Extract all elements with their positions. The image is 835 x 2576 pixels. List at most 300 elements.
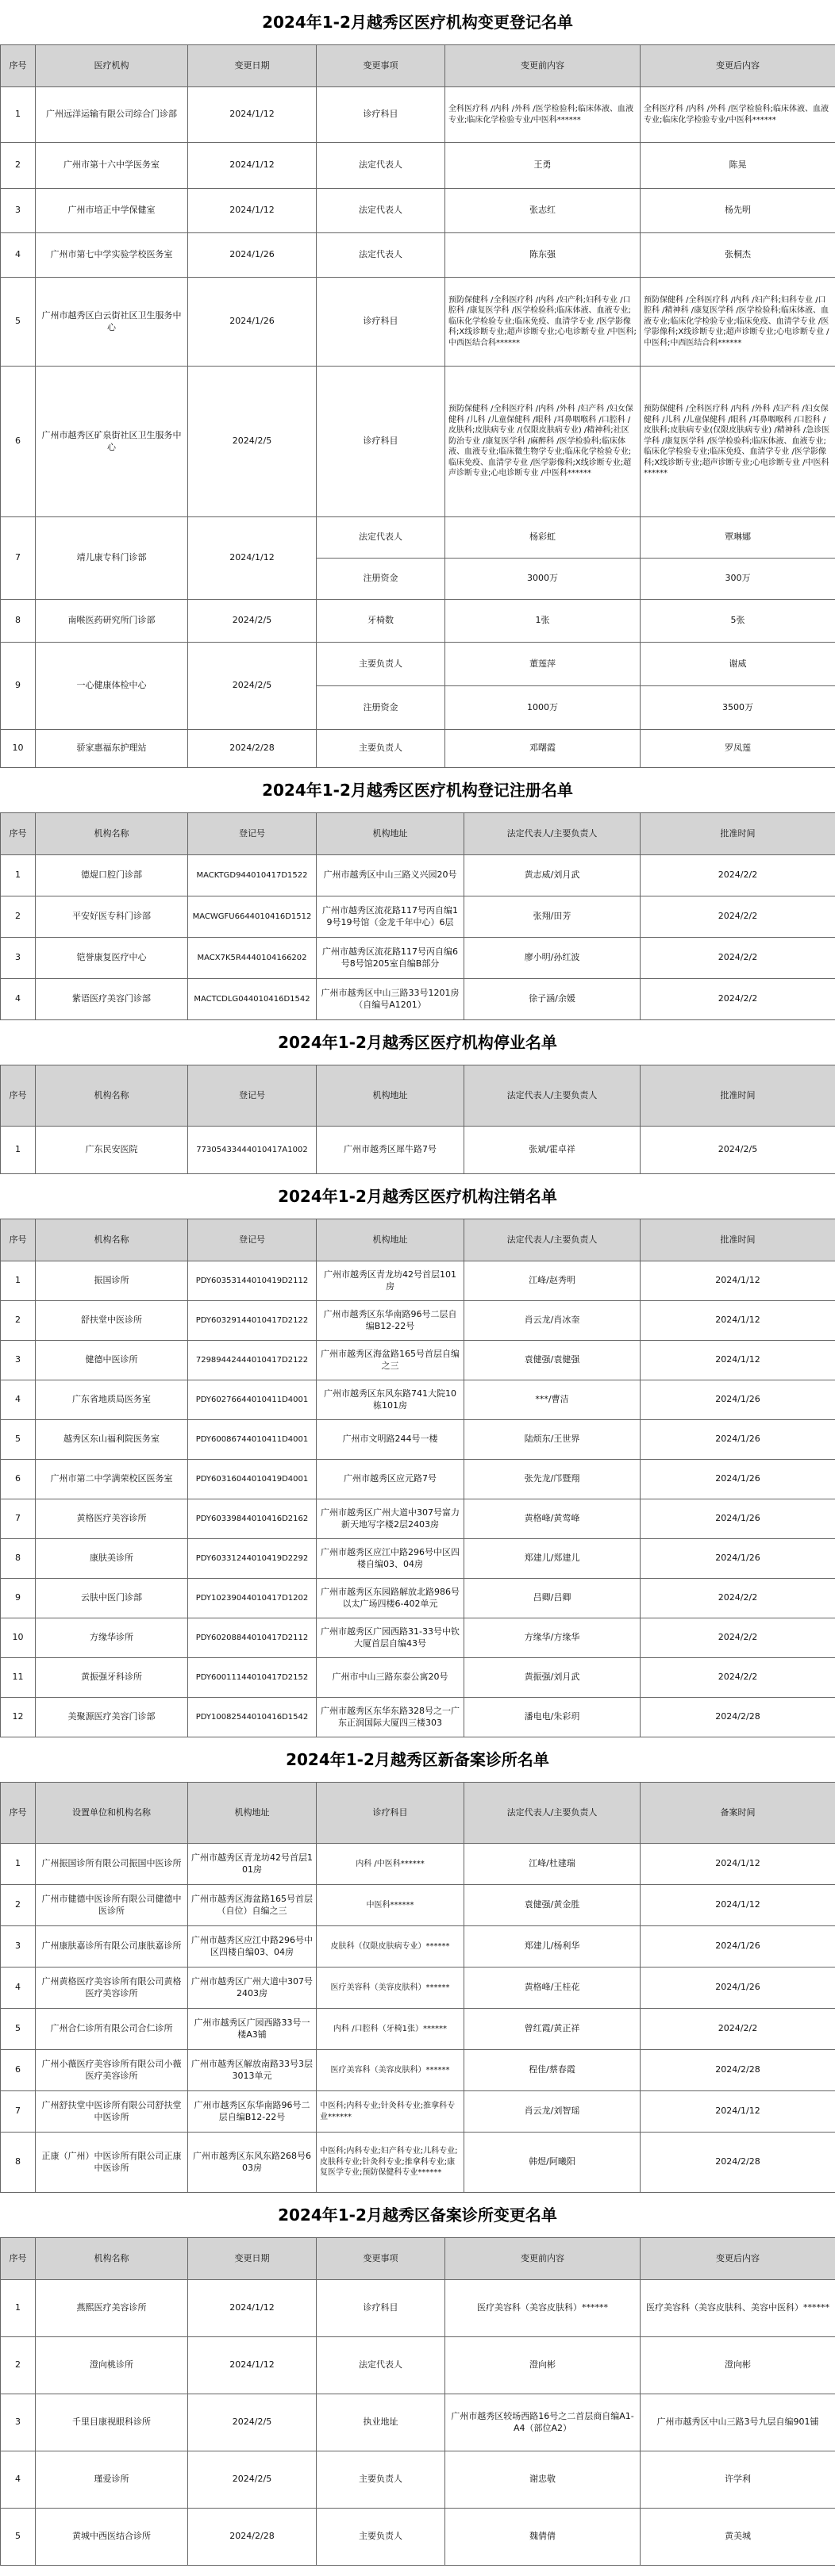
- change-item: 执业地址: [317, 2394, 445, 2451]
- column-header: 变更前内容: [445, 2238, 641, 2280]
- approval-time: 2024/1/26: [641, 1539, 835, 1579]
- change-date: 2024/1/12: [188, 517, 317, 600]
- org-name: 广州舒扶堂中医诊所有限公司舒扶堂中医诊所: [36, 2091, 188, 2133]
- record-time: 2024/1/26: [641, 1968, 835, 2009]
- approval-time: 2024/1/12: [641, 1261, 835, 1301]
- table-row: [1, 1968, 835, 2009]
- column-header: 批准时间: [641, 1219, 835, 1261]
- before-content: 陈东强: [445, 233, 641, 278]
- before-content: 魏倩倩: [445, 2509, 641, 2566]
- reg-number: PDY60208844010417D2112: [188, 1618, 317, 1658]
- column-header: 机构地址: [317, 1219, 464, 1261]
- change-date: 2024/2/5: [188, 643, 317, 730]
- org-name: 云肤中医门诊部: [36, 1579, 188, 1618]
- change-item: 法定代表人: [317, 143, 445, 189]
- legal-rep: 方缘华/方缘华: [464, 1618, 641, 1658]
- row-no: 5: [1, 1420, 36, 1460]
- approval-time: 2024/2/2: [641, 1658, 835, 1698]
- org-name: 方缘华诊所: [36, 1618, 188, 1658]
- column-header: 登记号: [188, 1219, 317, 1261]
- reg-number: MACX7K5R4440104166202: [188, 938, 317, 979]
- org-name: 广州小薇医疗美容诊所有限公司小薇医疗美容诊所: [36, 2050, 188, 2091]
- org-address: 广州市越秀区流花路117号丙自编19号19号馆（金龙千年中心）6层: [317, 896, 464, 938]
- row-no: 3: [1, 189, 36, 233]
- change-item: 主要负责人: [317, 643, 445, 686]
- change-item: 牙椅数: [317, 600, 445, 643]
- approval-time: 2024/2/5: [641, 1127, 835, 1174]
- column-header: 序号: [1, 1065, 36, 1127]
- change-date: 2024/2/5: [188, 2394, 317, 2451]
- section-title-cancel: 2024年1-2月越秀区医疗机构注销名单: [278, 1187, 557, 1206]
- reg-number: 72989442444010417D2122: [188, 1341, 317, 1380]
- before-content: 邓曙霞: [445, 730, 641, 768]
- reg-number: MACTCDLG044010416D1542: [188, 979, 317, 1020]
- org-name: 振国诊所: [36, 1261, 188, 1301]
- table-row: [1, 1341, 835, 1380]
- legal-rep: 袁健强/黄金胜: [464, 1885, 641, 1926]
- row-no: 7: [1, 1499, 36, 1539]
- record-time: 2024/2/2: [641, 2009, 835, 2050]
- change-date: 2024/1/26: [188, 233, 317, 278]
- row-no: 2: [1, 1301, 36, 1341]
- legal-rep: 郑建儿/杨利华: [464, 1926, 641, 1968]
- table-row: [1, 367, 835, 517]
- row-no: 6: [1, 367, 36, 517]
- reg-number: PDY60331244010419D2292: [188, 1539, 317, 1579]
- after-content: 广州市越秀区中山三路3号九层自编901铺: [641, 2394, 835, 2451]
- column-header: 序号: [1, 2238, 36, 2280]
- change-date: 2024/1/12: [188, 189, 317, 233]
- change-date: 2024/1/12: [188, 87, 317, 143]
- org-address: 广州市越秀区青龙坊42号首层101房: [188, 1844, 317, 1885]
- approval-time: 2024/1/12: [641, 1341, 835, 1380]
- clinic-change-table: [0, 2237, 835, 2566]
- org-address: 广州市越秀区东华南路96号二层自编B12-22号: [317, 1301, 464, 1341]
- org-name: 广州康肤嘉诊所有限公司康肤嘉诊所: [36, 1926, 188, 1968]
- table-row: [1, 1658, 835, 1698]
- record-time: 2024/1/12: [641, 2091, 835, 2133]
- legal-rep: ***/曹洁: [464, 1380, 641, 1420]
- scope: 内科 /口腔科（牙椅1张）******: [317, 2009, 464, 2050]
- section-title-clinic-change: 2024年1-2月越秀区备案诊所变更名单: [278, 2206, 557, 2225]
- legal-rep: 韩煜/阿曦阳: [464, 2133, 641, 2193]
- column-header: 变更事项: [317, 2238, 445, 2280]
- org-name: 黄振强牙科诊所: [36, 1658, 188, 1698]
- before-content: 杨彩虹: [445, 517, 641, 559]
- change-date: 2024/2/5: [188, 367, 317, 517]
- legal-rep: 江峰/赵秀明: [464, 1261, 641, 1301]
- legal-rep: 郑建儿/郑建儿: [464, 1539, 641, 1579]
- scope: 中医科;内科专业;针灸科专业;推拿科专业******: [317, 2091, 464, 2133]
- reg-number: PDY60276644010411D4001: [188, 1380, 317, 1420]
- legal-rep: 潘电电/朱彩玥: [464, 1698, 641, 1737]
- row-no: 4: [1, 1968, 36, 2009]
- table-row: [1, 2009, 835, 2050]
- row-no: 1: [1, 1127, 36, 1174]
- after-content: 医疗美容科（美容皮肤科、美容中医科）******: [641, 2280, 835, 2337]
- row-no: 8: [1, 1539, 36, 1579]
- row-no: 5: [1, 2009, 36, 2050]
- column-header: 变更日期: [188, 45, 317, 87]
- table-row: [1, 2280, 835, 2337]
- section-title-suspend: 2024年1-2月越秀区医疗机构停业名单: [278, 1033, 557, 1052]
- register-table: [0, 812, 835, 1020]
- org-address: 广州市越秀区中山三路33号1201房（自编号A1201）: [317, 979, 464, 1020]
- org-name: 广州黄格医疗美容诊所有限公司黄格医疗美容诊所: [36, 1968, 188, 2009]
- after-content: 预防保健科 /全科医疗科 /内科 /外科 /妇产科 /妇女保健科 /儿科 /儿童保健科 /眼科 /耳鼻咽喉科 /口腔科 /皮肤科;皮肤病专业(仅限皮肤病专业) /精神科 /急诊医学科 /康复医学科 /医学检验科;临床体液、血液专业;临床化学检验专业;临床免疫、血清学专业 /医学影像科;X线诊断专业;超声诊断专业;心电诊断专业 /中医科******: [641, 367, 835, 517]
- org-address: 广州市越秀区东华南路96号二层自编B12-22号: [188, 2091, 317, 2133]
- before-content: 医疗美容科（美容皮肤科）******: [445, 2280, 641, 2337]
- after-content: 谢威: [641, 643, 835, 686]
- table-row: [1, 233, 835, 278]
- section-title-change: 2024年1-2月越秀区医疗机构变更登记名单: [262, 13, 573, 32]
- column-header: 设置单位和机构名称: [36, 1783, 188, 1844]
- org-address: 广州市文明路244号一楼: [317, 1420, 464, 1460]
- column-header: 法定代表人/主要负责人: [464, 813, 641, 855]
- column-header: 机构名称: [36, 2238, 188, 2280]
- before-content: 张志红: [445, 189, 641, 233]
- legal-rep: 肖云龙/肖冰奎: [464, 1301, 641, 1341]
- row-no: 9: [1, 1579, 36, 1618]
- org-name: 紫语医疗美容门诊部: [36, 979, 188, 1020]
- org-name: 千里目康视眼科诊所: [36, 2394, 188, 2451]
- org-name: 越秀区东山福利院医务室: [36, 1420, 188, 1460]
- table-row: [1, 1261, 835, 1301]
- row-no: 2: [1, 2337, 36, 2394]
- org-address: 广州市中山三路东泰公寓20号: [317, 1658, 464, 1698]
- table-header: [1, 813, 835, 855]
- before-content: 3000万: [445, 559, 641, 600]
- column-header: 登记号: [188, 1065, 317, 1127]
- before-content: 广州市越秀区较场西路16号之二首层商自编A1-A4（部位A2）: [445, 2394, 641, 2451]
- before-content: 澄向彬: [445, 2337, 641, 2394]
- row-no: 1: [1, 87, 36, 143]
- row-no: 5: [1, 2509, 36, 2566]
- change-item: 注册资金: [317, 559, 445, 600]
- legal-rep: 肖云龙/刘智瑶: [464, 2091, 641, 2133]
- change-item: 诊疗科目: [317, 2280, 445, 2337]
- row-no: 3: [1, 1926, 36, 1968]
- legal-rep: 吕卿/吕卿: [464, 1579, 641, 1618]
- org-name: 广州市培正中学保健室: [36, 189, 188, 233]
- after-content: 黄美城: [641, 2509, 835, 2566]
- column-header: 医疗机构: [36, 45, 188, 87]
- table-row: [1, 189, 835, 233]
- org-address: 广州市越秀区流花路117号丙自编6号8号馆205室自编B部分: [317, 938, 464, 979]
- org-name: 一心健康体检中心: [36, 643, 188, 730]
- reg-number: MACWGFU6644010416D1512: [188, 896, 317, 938]
- org-name: 广州市第二中学满荣校区医务室: [36, 1460, 188, 1499]
- before-content: 谢忠敬: [445, 2451, 641, 2509]
- table-row: [1, 2050, 835, 2091]
- row-no: 4: [1, 2451, 36, 2509]
- table-row: [1, 938, 835, 979]
- row-no: 3: [1, 2394, 36, 2451]
- legal-rep: 江峰/杜建瑞: [464, 1844, 641, 1885]
- row-no: 1: [1, 1261, 36, 1301]
- reg-number: MACKTGD944010417D1522: [188, 855, 317, 896]
- org-name: 南喉医药研究所门诊部: [36, 600, 188, 643]
- column-header: 机构地址: [317, 1065, 464, 1127]
- reg-number: PDY60329144010417D2122: [188, 1301, 317, 1341]
- column-header: 机构名称: [36, 1219, 188, 1261]
- change-item: 法定代表人: [317, 189, 445, 233]
- row-no: 5: [1, 278, 36, 367]
- org-address: 广州市越秀区海盆路165号首层自编之三: [317, 1341, 464, 1380]
- org-address: 广州市越秀区应元路7号: [317, 1460, 464, 1499]
- column-header: 登记号: [188, 813, 317, 855]
- table-header: [1, 1065, 835, 1127]
- row-no: 10: [1, 1618, 36, 1658]
- org-name: 广州合仁诊所有限公司合仁诊所: [36, 2009, 188, 2050]
- row-no: 6: [1, 1460, 36, 1499]
- row-no: 6: [1, 2050, 36, 2091]
- legal-rep: 陆烦东/王世界: [464, 1420, 641, 1460]
- approval-time: 2024/1/26: [641, 1499, 835, 1539]
- row-no: 3: [1, 938, 36, 979]
- approval-time: 2024/1/26: [641, 1420, 835, 1460]
- approval-time: 2024/2/2: [641, 938, 835, 979]
- org-name: 美聚源医疗美容门诊部: [36, 1698, 188, 1737]
- table-row: [1, 2394, 835, 2451]
- before-content: 预防保健科 /全科医疗科 /内科 /妇产科;妇科专业 /口腔科 /康复医学科 /医学检验科;临床体液、血液专业;临床化学检验专业;临床免疫、血清学专业 /医学影像科;X线诊断专业;超声诊断专业;心电诊断专业 /中医科;中西医结合科******: [445, 278, 641, 367]
- change-date: 2024/1/12: [188, 143, 317, 189]
- column-header: 序号: [1, 1219, 36, 1261]
- column-header: 序号: [1, 813, 36, 855]
- before-content: 董莲萍: [445, 643, 641, 686]
- section-title-clinic-new: 2024年1-2月越秀区新备案诊所名单: [286, 1750, 549, 1769]
- table-row: [1, 730, 835, 768]
- legal-rep: 黄格峰/黄莺峰: [464, 1499, 641, 1539]
- legal-rep: 黄志威/刘月武: [464, 855, 641, 896]
- row-no: 12: [1, 1698, 36, 1737]
- org-address: 广州市越秀区广州大道中307号2403房: [188, 1968, 317, 2009]
- row-no: 2: [1, 1885, 36, 1926]
- clinic-new-table: [0, 1782, 835, 2193]
- change-item: 诊疗科目: [317, 278, 445, 367]
- scope: 皮肤科（仅限皮肤病专业）******: [317, 1926, 464, 1968]
- table-row: [1, 1926, 835, 1968]
- row-no: 7: [1, 517, 36, 600]
- org-name: 广州市第十六中学医务室: [36, 143, 188, 189]
- change-item: 诊疗科目: [317, 87, 445, 143]
- table-row: [1, 87, 835, 143]
- approval-time: 2024/2/28: [641, 1698, 835, 1737]
- record-time: 2024/2/28: [641, 2050, 835, 2091]
- table-row: [1, 1380, 835, 1420]
- table-row: [1, 517, 835, 559]
- row-no: 10: [1, 730, 36, 768]
- change-table: [0, 44, 835, 768]
- reg-number: PDY10082544010416D1542: [188, 1698, 317, 1737]
- column-header: 机构地址: [188, 1783, 317, 1844]
- section-title-register: 2024年1-2月越秀区医疗机构登记注册名单: [262, 781, 573, 800]
- column-header: 批准时间: [641, 1065, 835, 1127]
- change-date: 2024/1/12: [188, 2337, 317, 2394]
- table-header: [1, 1783, 835, 1844]
- column-header: 变更事项: [317, 45, 445, 87]
- before-content: 预防保健科 /全科医疗科 /内科 /外科 /妇产科 /妇女保健科 /儿科 /儿童保健科 /眼科 /耳鼻咽喉科 /口腔科 /皮肤科;皮肤病专业 /(仅限皮肤病专业) /精神科;社区防治专业 /康复医学科 /麻醉科 /医学检验科;临床体液、血液专业;临床微生物学专业;临床化学检验专业;临床免疫、血清学专业 /医学影像科;X线诊断专业;超声诊断专业;心电诊断专业 /中医科******: [445, 367, 641, 517]
- org-address: 广州市越秀区海盆路165号首层（自位）自编之三: [188, 1885, 317, 1926]
- after-content: 5张: [641, 600, 835, 643]
- reg-number: PDY10239044010417D1202: [188, 1579, 317, 1618]
- table-row: [1, 2337, 835, 2394]
- change-item: 主要负责人: [317, 2509, 445, 2566]
- row-no: 7: [1, 2091, 36, 2133]
- org-address: 广州市越秀区东华东路328号之一广东正润国际大厦四三楼303: [317, 1698, 464, 1737]
- scope: 中医科;内科专业;妇产科专业;儿科专业;皮肤科专业;针灸科专业;推拿科专业;康复医学专业;预防保健科专业******: [317, 2133, 464, 2193]
- table-row: [1, 1301, 835, 1341]
- column-header: 机构名称: [36, 1065, 188, 1127]
- before-content: 王勇: [445, 143, 641, 189]
- reg-number: PDY60316044010419D4001: [188, 1460, 317, 1499]
- reg-number: PDY60339844010416D2162: [188, 1499, 317, 1539]
- after-content: 3500万: [641, 686, 835, 730]
- scope: 内科 /中医科******: [317, 1844, 464, 1885]
- record-time: 2024/2/28: [641, 2133, 835, 2193]
- change-item: 注册资金: [317, 686, 445, 730]
- change-date: 2024/2/28: [188, 2509, 317, 2566]
- table-header: [1, 45, 835, 87]
- approval-time: 2024/1/12: [641, 1301, 835, 1341]
- table-row: [1, 1579, 835, 1618]
- after-content: 杨先明: [641, 189, 835, 233]
- row-no: 11: [1, 1658, 36, 1698]
- column-header: 变更前内容: [445, 45, 641, 87]
- org-name: 广东省地质局医务室: [36, 1380, 188, 1420]
- approval-time: 2024/2/2: [641, 855, 835, 896]
- change-date: 2024/1/26: [188, 278, 317, 367]
- org-name: 广州市第七中学实验学校医务室: [36, 233, 188, 278]
- column-header: 法定代表人/主要负责人: [464, 1065, 641, 1127]
- table-row: [1, 600, 835, 643]
- column-header: 变更后内容: [641, 2238, 835, 2280]
- change-item: 法定代表人: [317, 2337, 445, 2394]
- org-name: 平安好医专科门诊部: [36, 896, 188, 938]
- reg-number: 77305433444010417A1002: [188, 1127, 317, 1174]
- approval-time: 2024/1/26: [641, 1460, 835, 1499]
- suspend-table: [0, 1065, 835, 1174]
- table-row: [1, 2091, 835, 2133]
- row-no: 8: [1, 600, 36, 643]
- change-item: 法定代表人: [317, 233, 445, 278]
- after-content: 覃琳娜: [641, 517, 835, 559]
- org-name: 广州市越秀区白云街社区卫生服务中心: [36, 278, 188, 367]
- org-address: 广州市越秀区广园西路33号一楼A3铺: [188, 2009, 317, 2050]
- legal-rep: 程佳/蔡春霞: [464, 2050, 641, 2091]
- change-item: 主要负责人: [317, 730, 445, 768]
- org-address: 广州市越秀区东风东路268号603房: [188, 2133, 317, 2193]
- org-name: 靖儿康专科门诊部: [36, 517, 188, 600]
- table-row: [1, 855, 835, 896]
- after-content: 澄向彬: [641, 2337, 835, 2394]
- column-header: 机构名称: [36, 813, 188, 855]
- table-row: [1, 2509, 835, 2566]
- table-row: [1, 1539, 835, 1579]
- table-header: [1, 2238, 835, 2280]
- column-header: 序号: [1, 45, 36, 87]
- table-row: [1, 2133, 835, 2193]
- row-no: 2: [1, 143, 36, 189]
- org-name: 瑾爱诊所: [36, 2451, 188, 2509]
- change-date: 2024/1/12: [188, 2280, 317, 2337]
- org-name: 广州市越秀区矿泉街社区卫生服务中心: [36, 367, 188, 517]
- row-no: 4: [1, 979, 36, 1020]
- change-item: 主要负责人: [317, 2451, 445, 2509]
- org-address: 广州市越秀区广园西路31-33号中钦大厦首层自编43号: [317, 1618, 464, 1658]
- org-name: 黄城中西医结合诊所: [36, 2509, 188, 2566]
- org-address: 广州市越秀区中山三路义兴园20号: [317, 855, 464, 896]
- approval-time: 2024/2/2: [641, 1579, 835, 1618]
- table-row: [1, 1420, 835, 1460]
- before-content: 1张: [445, 600, 641, 643]
- column-header: 机构地址: [317, 813, 464, 855]
- row-no: 1: [1, 1844, 36, 1885]
- table-row: [1, 979, 835, 1020]
- legal-rep: 张翔/田芳: [464, 896, 641, 938]
- table-row: [1, 1885, 835, 1926]
- legal-rep: 黄格峰/王桂花: [464, 1968, 641, 2009]
- row-no: 3: [1, 1341, 36, 1380]
- org-name: 澄向桃诊所: [36, 2337, 188, 2394]
- after-content: 300万: [641, 559, 835, 600]
- scope: 中医科******: [317, 1885, 464, 1926]
- org-address: 广州市越秀区广州大道中307号富力新天地写字楼2层2403房: [317, 1499, 464, 1539]
- change-date: 2024/2/5: [188, 600, 317, 643]
- column-header: 法定代表人/主要负责人: [464, 1219, 641, 1261]
- change-date: 2024/2/28: [188, 730, 317, 768]
- org-address: 广州市越秀区犀牛路7号: [317, 1127, 464, 1174]
- table-row: [1, 278, 835, 367]
- org-name: 广州远洋运输有限公司综合门诊部: [36, 87, 188, 143]
- column-header: 变更日期: [188, 2238, 317, 2280]
- legal-rep: 廖小明/孙红波: [464, 938, 641, 979]
- approval-time: 2024/2/2: [641, 896, 835, 938]
- after-content: 许学利: [641, 2451, 835, 2509]
- org-address: 广州市越秀区东风东路741大院10栋101房: [317, 1380, 464, 1420]
- row-no: 4: [1, 233, 36, 278]
- org-name: 广东民安医院: [36, 1127, 188, 1174]
- approval-time: 2024/2/2: [641, 1618, 835, 1658]
- org-name: 正康（广州）中医诊所有限公司正康中医诊所: [36, 2133, 188, 2193]
- change-date: 2024/2/5: [188, 2451, 317, 2509]
- after-content: 罗凤莲: [641, 730, 835, 768]
- org-name: 德焜口腔门诊部: [36, 855, 188, 896]
- after-content: 预防保健科 /全科医疗科 /内科 /妇产科;妇科专业 /口腔科 /精神科 /康复医学科 /医学检验科;临床体液、血液专业;临床化学检验专业;临床免疫、血清学专业 /医学影像科;X线诊断专业;超声诊断专业;心电诊断专业 /中医科;中西医结合科******: [641, 278, 835, 367]
- column-header: 备案时间: [641, 1783, 835, 1844]
- table-row: [1, 2451, 835, 2509]
- after-content: 全科医疗科 /内科 /外科 /医学检验科;临床体液、血液专业;临床化学检验专业/中医科******: [641, 87, 835, 143]
- before-content: 1000万: [445, 686, 641, 730]
- row-no: 1: [1, 2280, 36, 2337]
- column-header: 诊疗科目: [317, 1783, 464, 1844]
- after-content: 张桐杰: [641, 233, 835, 278]
- record-time: 2024/1/12: [641, 1844, 835, 1885]
- column-header: 批准时间: [641, 813, 835, 855]
- legal-rep: 张斌/霍卓祥: [464, 1127, 641, 1174]
- org-address: 广州市越秀区东园路解放北路986号以太广场四楼6-402单元: [317, 1579, 464, 1618]
- org-name: 广州市健德中医诊所有限公司健德中医诊所: [36, 1885, 188, 1926]
- row-no: 9: [1, 643, 36, 730]
- table-row: [1, 1618, 835, 1658]
- row-no: 8: [1, 2133, 36, 2193]
- table-row: [1, 643, 835, 686]
- after-content: 陈晃: [641, 143, 835, 189]
- legal-rep: 张先龙/邝暨翔: [464, 1460, 641, 1499]
- reg-number: PDY60086744010411D4001: [188, 1420, 317, 1460]
- change-item: 法定代表人: [317, 517, 445, 559]
- table-row: [1, 1460, 835, 1499]
